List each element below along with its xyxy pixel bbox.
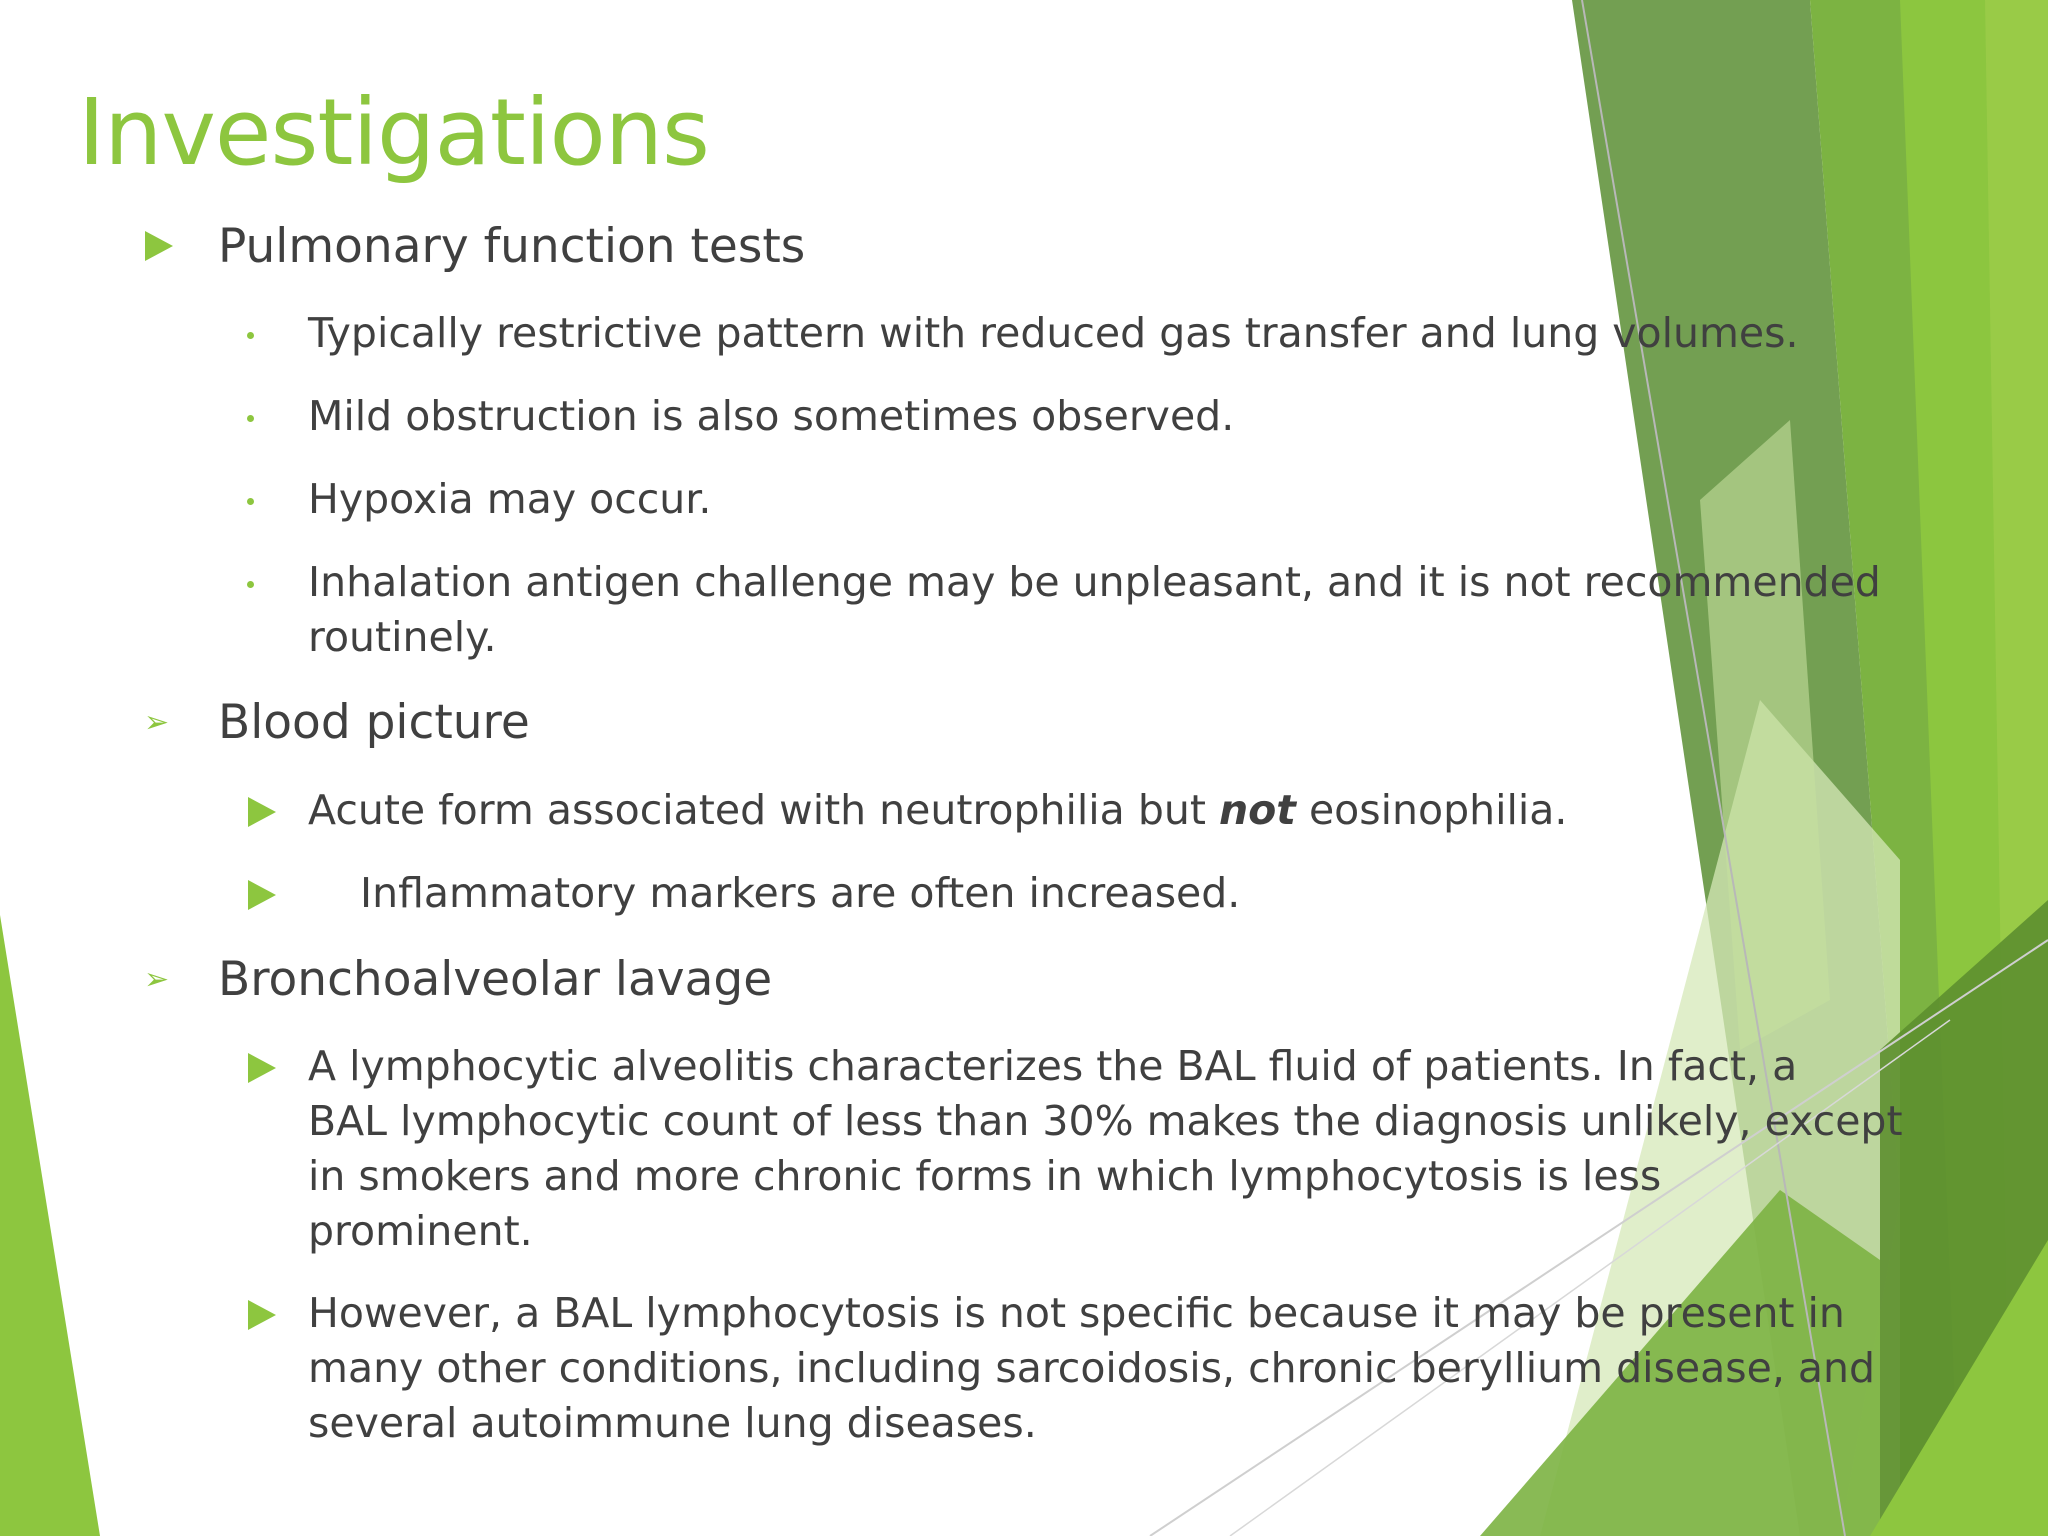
pulmonary-item-4-line-1: Inhalation antigen challenge may be unpleasant, and it is not recommended [308,558,1881,606]
section-heading-blood: Blood picture [218,695,530,750]
section-heading-pulmonary: Pulmonary function tests [218,219,806,274]
arrowhead-bullet-icon: ➢ [144,705,170,740]
triangle-bullet [248,1300,276,1330]
arrowhead-bullet-icon: ➢ [144,962,170,997]
blood-item-1-after: eosinophilia. [1295,786,1568,834]
bal-item-1-line-4: prominent. [308,1207,533,1255]
blood-item-1 [308,783,1567,838]
pulmonary-item-2: Mild obstruction is also sometimes observed. [308,392,1235,440]
pulmonary-item-4-line-2: routinely. [308,613,497,661]
triangle-bullet [248,880,276,910]
pulmonary-item-3: Hypoxia may occur. [308,475,712,523]
bal-item-2-line-2: many other conditions, including sarcoidosis, chronic beryllium disease, and [308,1344,1876,1392]
bal-item-1-line-1: A lymphocytic alveolitis characterizes the BAL fluid of patients. In fact, a [308,1042,1798,1090]
triangle-bullet [248,797,276,827]
triangle-bullet [248,1053,276,1083]
section-triangle-bullet [145,231,173,261]
dot-bullet [247,332,254,339]
bal-item-1-line-2: BAL lymphocytic count of less than 30% makes the diagnosis unlikely, except [308,1097,1903,1145]
dot-bullet [247,498,254,505]
dot-bullet [247,581,254,588]
slide-title: Investigations [78,79,709,186]
section-heading-bal: Bronchoalveolar lavage [218,952,773,1007]
blood-item-1-before: Acute form associated with neutrophilia but [308,786,1219,834]
dot-bullet [247,415,254,422]
bal-item-2-line-1: However, a BAL lymphocytosis is not specific because it may be present in [308,1289,1845,1337]
bal-item-2-line-3: several autoimmune lung diseases. [308,1399,1037,1447]
pulmonary-item-1: Typically restrictive pattern with reduced gas transfer and lung volumes. [308,309,1799,357]
blood-item-2: Inflammatory markers are often increased. [360,869,1241,917]
blood-item-1-emphasis: not [1218,786,1296,834]
bal-item-1-line-3: in smokers and more chronic forms in which lymphocytosis is less [308,1152,1662,1200]
